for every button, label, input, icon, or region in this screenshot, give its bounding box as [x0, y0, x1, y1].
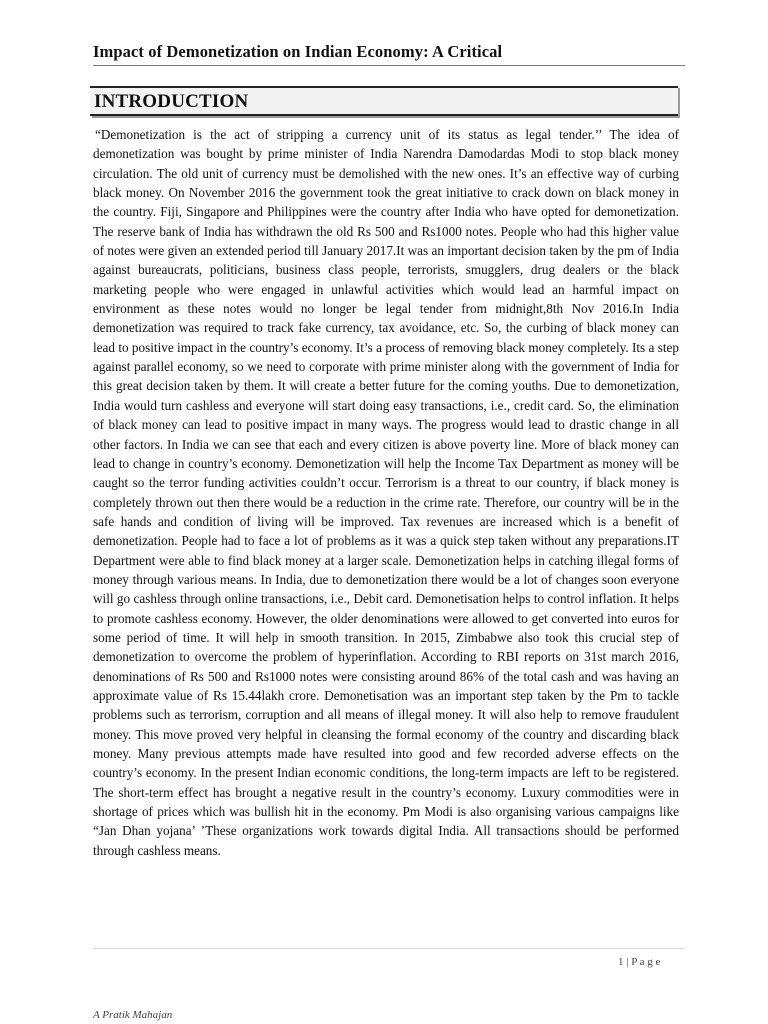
section-heading: INTRODUCTION — [90, 86, 678, 116]
running-header-title: Impact of Demonetization on Indian Economy: A Critical — [93, 42, 503, 61]
introduction-paragraph: “Demonetization is the act of stripping a currency unit of its status as legal tender.’’ The idea of demonetization was bought by prime minister of India Narendra Damodardas Modi to stop black money circulation. The old unit of currency must be demolished with the new ones. It’s an effective way of curbing black money. On November 2016 the government took the great initiative to crack down on black money in the country. Fiji, Singapore and Philippines were the country after India who have opted for demonetization. The reserve bank of India has withdrawn the old Rs 500 and Rs1000 notes. People who had this higher value of notes were given an extended period till January 2017.It was an important decision taken by the pm of India against bureaucrats, politicians, business class people, terrorists, smugglers, drug dealers or the black marketing people who were engaged in unlawful activities which would lead an harmful impact on environment as these notes would no longer be legal tender from midnight,8th Nov 2016.In India demonetization was required to track fake currency, tax avoidance, etc. So, the curbing of black money can lead to positive impact in the country’s economy. It’s a process of removing black money completely. Its a step against parallel economy, so we need to corporate with prime minister along with the government of India for this great decision taken by them. It will create a better future for the coming youths. Due to demonetization, India would turn cashless and everyone will start doing easy transactions, i.e., credit card. So, the elimination of black money can lead to positive impact in many ways. The progress would lead to drastic change in all other factors. In India we can see that each and every citizen is above poverty line. More of black money can lead to change in country’s economy. Demonetization will help the Income Tax Department as money will be caught so the terror funding activities couldn’t occur. Terrorism is a threat to our country, if black money is completely thrown out then there would be a reduction in the crime rate. Therefore, our country will be in the safe hands and condition of living will be improved. Tax revenues are increased which is a benefit of demonetization. People had to face a lot of problems as it was a quick step taken without any preparations.IT Department were able to find black money at a larger scale. Demonetization helps in catching illegal forms of money through various means. In India, due to demonetization there would be a lot of changes soon everyone will go cashless through online transactions, i.e., Debit card. Demonetisation helps to control inflation. It helps to promote cashless economy. However, the older denominations were allowed to get converted into euros for some period of time. It will help in smooth transition. In 2015, Zimbabwe also took this crucial step of demonetization to overcome the problem of hyperinflation. According to RBI reports on 31st march 2016, denominations of Rs 500 and Rs1000 notes were consisting around 86% of the total cash and was having an approximate value of Rs 15.44lakh crore. Demonetisation was an important step taken by the Pm to tackle problems such as terrorism, corruption and all means of illegal money. It will also help to remove fraudulent money. This move proved very helpful in cleansing the formal economy of the country and discarding black money. Many previous attempts made have resulted into good and few recorded adverse effects on the country’s economy. In the present Indian economic conditions, the long-term impacts are left to be registered. The short-term effect has brought a negative result in the country’s economy. Luxury commodities were in shortage of prices which was bullish hit in the economy. Pm Modi is also organising various campaigns like “Jan Dhan yojana’ ’These organizations work towards digital India. All transactions should be performed through cashless means. — [93, 127, 679, 858]
header-divider — [93, 65, 685, 66]
page-number: 1 | P a g e — [618, 956, 661, 968]
footer-author: A Pratik Mahajan — [93, 1009, 173, 1021]
footer-divider — [93, 948, 685, 949]
